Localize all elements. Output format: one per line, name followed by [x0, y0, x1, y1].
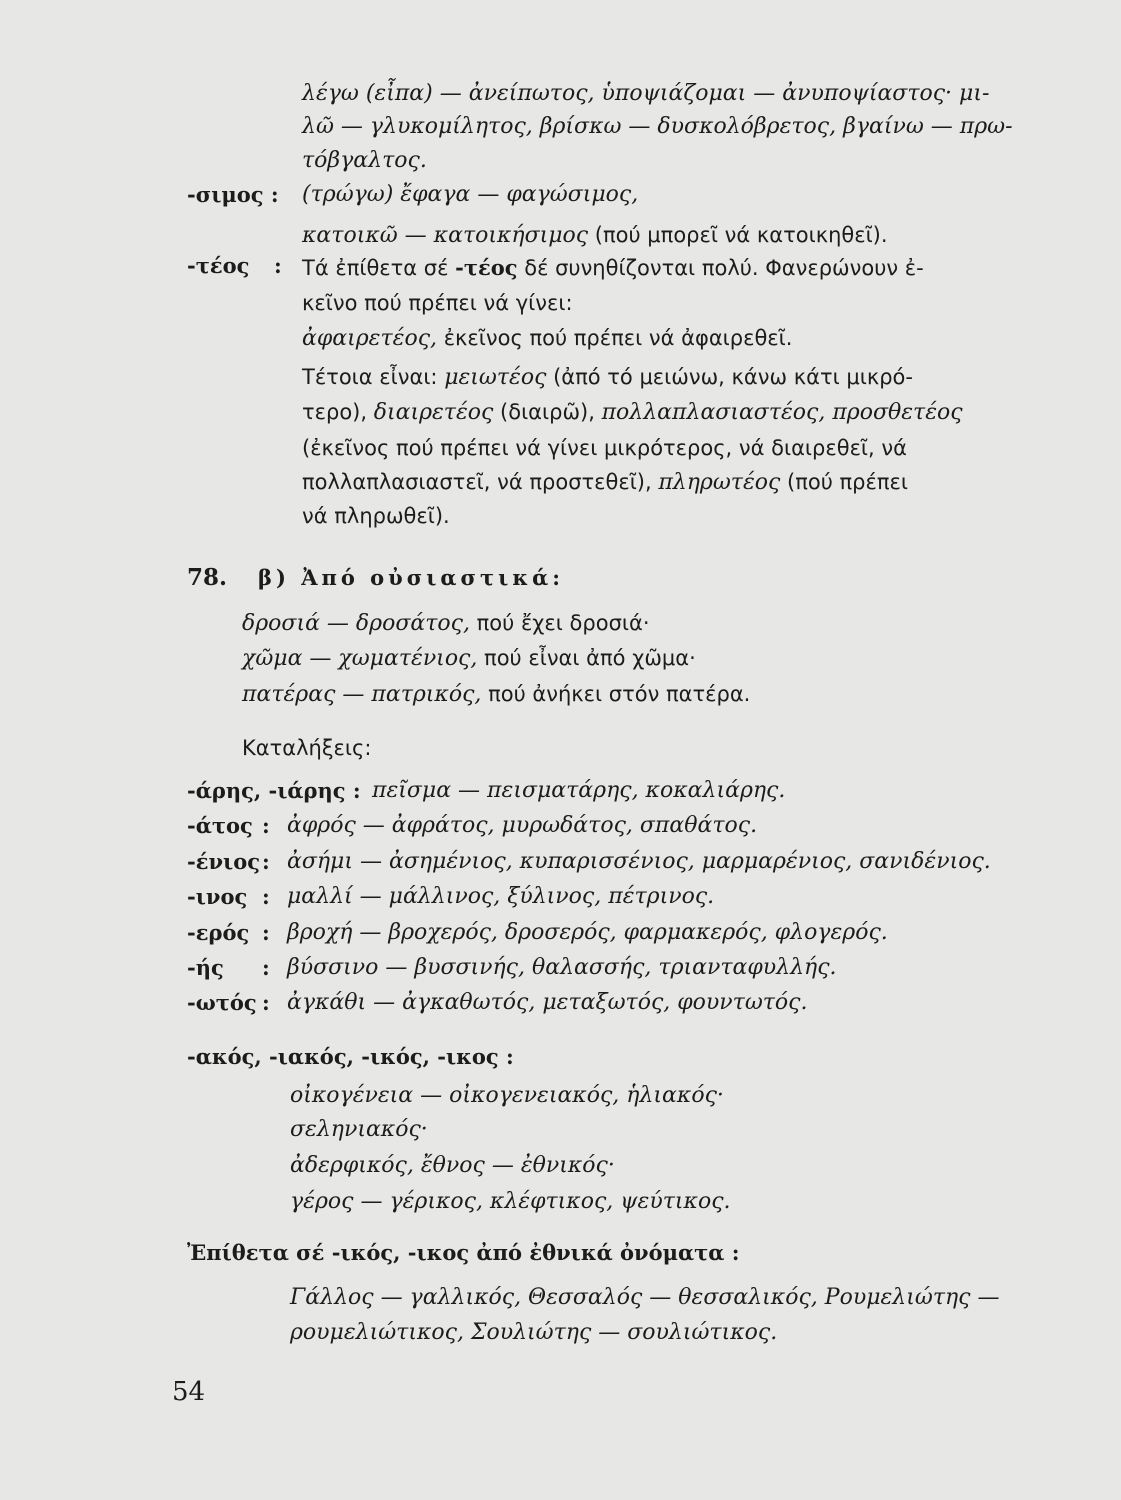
page-number: 54	[172, 1377, 206, 1407]
simos-example-2-italic: κατοικῶ — κατοικήσιμος	[302, 223, 589, 248]
ethnic-heading: Ἐπίθετα σέ -ικός, -ικος ἀπό ἐθνικά ὀνόματα :	[187, 1240, 740, 1265]
ending-words-atos: ἀφρός — ἀφράτος, μυρωδάτος, σπαθάτος.	[287, 813, 758, 838]
example-3-rest: πού ἀνήκει στόν πατέρα.	[481, 682, 751, 706]
suffix-simos: -σιμος :	[187, 182, 279, 207]
akos-line-2: σεληνιακός·	[290, 1117, 428, 1142]
teos-line-4	[302, 362, 913, 393]
ending-colon-otos: :	[262, 990, 270, 1015]
ending-suffix-is: -ής	[187, 955, 224, 980]
example-1-rest: πού ἔχει δροσιά·	[469, 611, 650, 635]
teos-line-5	[302, 397, 963, 428]
teos-line-1a: Τά ἐπίθετα σέ	[302, 256, 456, 280]
section-number: 78.	[187, 564, 228, 591]
teos-line-7	[302, 467, 908, 498]
suffix-teos-colon: :	[274, 253, 282, 278]
ending-words-enios: ἀσήμι — ἀσημένιος, κυπαρισσένιος, μαρμαρένιος, σανιδένιος.	[287, 849, 991, 874]
example-2-italic: χῶμα — χωματένιος,	[242, 646, 478, 671]
teos-line-1c: δέ συνηθίζονται πολύ. Φανερώνουν ἐ-	[517, 256, 924, 280]
ending-colon-enios: :	[262, 849, 270, 874]
akos-line-4: γέρος — γέρικος, κλέφτικος, ψεύτικος.	[290, 1189, 731, 1214]
teos-line-7c: (πού πρέπει	[780, 470, 908, 494]
teos-line-5c: (διαιρῶ),	[493, 400, 602, 424]
teos-line-4b: μειωτέος	[444, 365, 547, 390]
ending-colon-eros: :	[262, 920, 270, 945]
ending-words-inos: μαλλί — μάλλινος, ξύλινος, πέτρινος.	[287, 884, 715, 909]
simos-example-2	[302, 220, 888, 251]
simos-example-2-rest: (πού μπορεῖ νά κατοικηθεῖ).	[588, 223, 888, 247]
example-1-italic: δροσιά — δροσάτος,	[242, 611, 470, 636]
ending-colon-is: :	[262, 955, 270, 980]
ending-suffix-otos: -ωτός	[187, 990, 257, 1015]
example-line-2	[242, 643, 696, 674]
teos-line-5d: πολλαπλασιαστέος, προσθετέος	[601, 400, 963, 425]
ending-suffix-aris: -άρης, -ιάρης :	[187, 778, 361, 803]
ending-words-aris: πεῖσμα — πεισματάρης, κοκαλιάρης.	[372, 778, 786, 803]
ending-suffix-atos: -άτος	[187, 813, 253, 838]
text-line-2: λῶ — γλυκομίλητος, βρίσκω — δυσκολόβρετος, βγαίνω — πρω-	[302, 114, 1013, 139]
ethnic-line-2: ρουμελιώτικος, Σουλιώτης — σουλιώτικος.	[290, 1320, 778, 1345]
ending-words-otos: ἀγκάθι — ἀγκαθωτός, μεταξωτός, φουντωτός.	[287, 990, 808, 1015]
akos-heading: -ακός, -ιακός, -ικός, -ικος :	[187, 1044, 514, 1069]
teos-line-7b: πληρωτέος	[658, 470, 781, 495]
suffix-teos: -τέος	[187, 253, 250, 278]
ending-suffix-eros: -ερός	[187, 920, 250, 945]
ending-suffix-inos: -ινος	[187, 884, 248, 909]
teos-line-8: νά πληρωθεῖ).	[302, 504, 450, 528]
teos-line-3	[302, 323, 792, 354]
section-heading: β) Ἀπό οὐσιαστικά:	[258, 565, 564, 590]
example-line-3	[242, 679, 750, 710]
akos-line-3: ἀδερφικός, ἔθνος — ἐθνικός·	[290, 1153, 615, 1178]
teos-line-2: κεῖνο πού πρέπει νά γίνει:	[302, 291, 573, 315]
teos-line-1-bold: -τέος	[455, 255, 518, 280]
example-line-1	[242, 608, 650, 639]
teos-line-5b: διαιρετέος	[373, 400, 494, 425]
ending-suffix-enios: -ένιος	[187, 849, 261, 874]
endings-label: Καταλήξεις:	[242, 736, 372, 760]
simos-example-1: (τρώγω) ἔφαγα — φαγώσιμος,	[302, 182, 639, 207]
ending-words-eros: βροχή — βροχερός, δροσερός, φαρμακερός, φλογερός.	[287, 920, 888, 945]
ending-colon-inos: :	[262, 884, 270, 909]
example-3-italic: πατέρας — πατρικός,	[242, 682, 482, 707]
teos-line-4a: Τέτοια εἶναι:	[302, 365, 445, 389]
teos-line-3-italic: ἀφαιρετέος,	[302, 326, 438, 351]
teos-line-1	[302, 253, 924, 283]
example-2-rest: πού εἶναι ἀπό χῶμα·	[477, 646, 696, 670]
ending-colon-atos: :	[262, 813, 270, 838]
text-line-1: λέγω (εἶπα) — ἀνείπωτος, ὑποψιάζομαι — ἀνυποψίαστος· μι-	[302, 81, 990, 106]
akos-line-1: οἰκογένεια — οἰκογενειακός, ἡλιακός·	[290, 1083, 724, 1108]
teos-line-7a: πολλαπλασιαστεῖ, νά προστεθεῖ),	[302, 470, 659, 494]
teos-line-6: (ἐκεῖνος πού πρέπει νά γίνει μικρότερος, νά διαιρεθεῖ, νά	[302, 436, 907, 460]
teos-line-5a: τερο),	[302, 400, 374, 424]
ethnic-line-1: Γάλλος — γαλλικός, Θεσσαλός — θεσσαλικός, Ρουμελιώτης —	[290, 1285, 1000, 1310]
ending-words-is: βύσσινο — βυσσινής, θαλασσής, τριανταφυλλής.	[287, 955, 837, 980]
text-line-3: τόβγαλτος.	[302, 148, 427, 173]
teos-line-4c: (ἀπό τό μειώνω, κάνω κάτι μικρό-	[546, 365, 913, 389]
teos-line-3-rest: ἐκεῖνος πού πρέπει νά ἀφαιρεθεῖ.	[437, 326, 793, 350]
